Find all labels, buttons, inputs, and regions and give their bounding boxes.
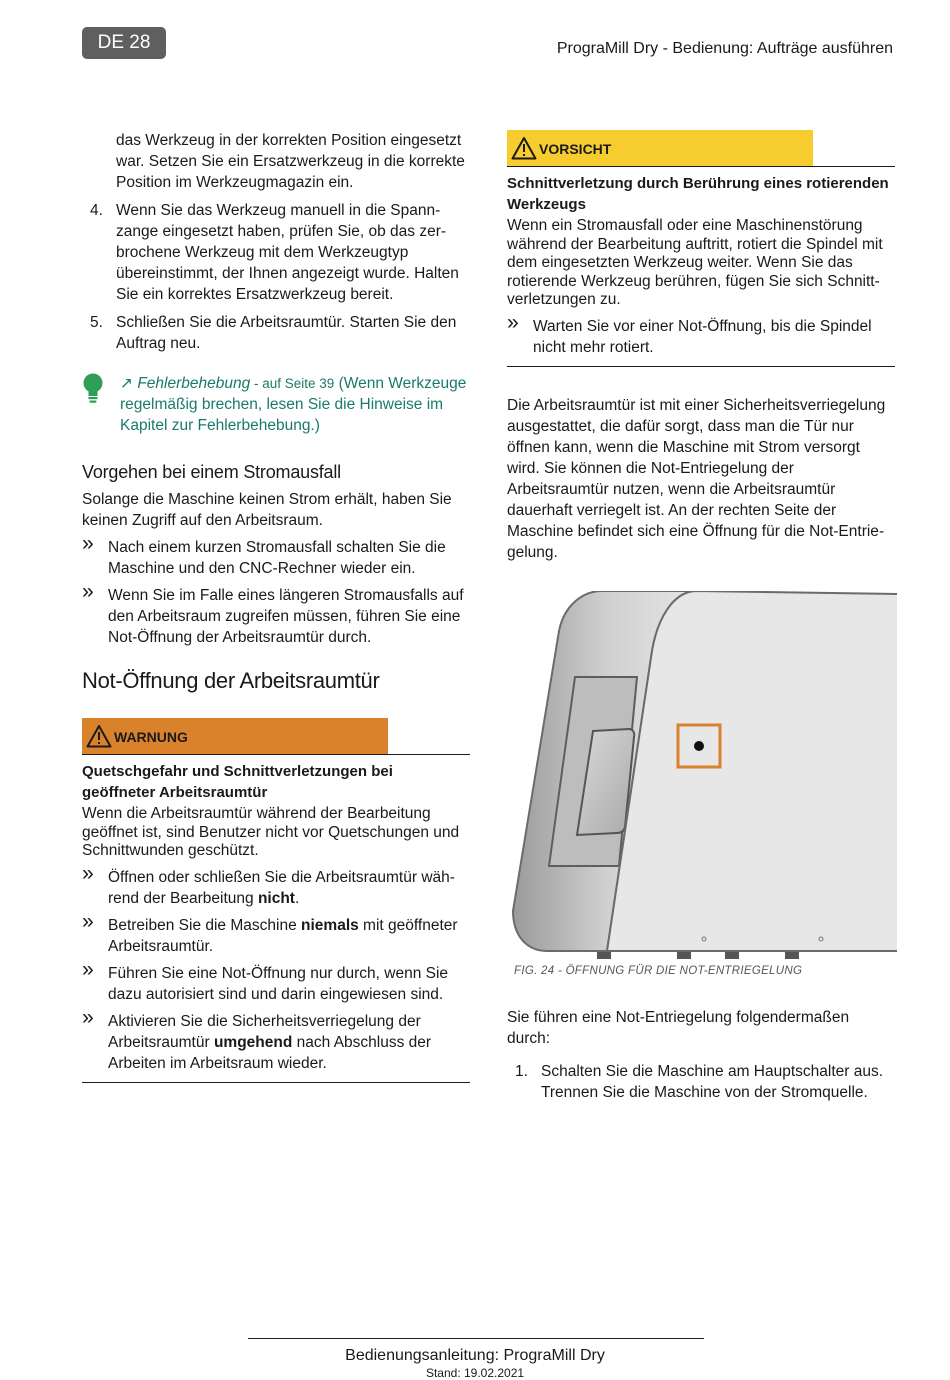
- bullet-emphasis: niemals: [301, 916, 359, 934]
- footer-date: Stand: 19.02.2021: [425, 1366, 525, 1380]
- caution-bottom-rule: [507, 366, 895, 367]
- warning-label-bar: [82, 718, 388, 754]
- step-continuation: das Werkzeug in der korrekten Position eingesetzt war. Setzen Sie ein Ersatzwerkzeug in die korrekte Position im Werkzeugmagazin ein.: [116, 132, 465, 191]
- bullet-text: Aktivieren Sie die Sicherheitsverriegelung der Arbeitsraumtür: [108, 1012, 421, 1051]
- list-item: [82, 580, 470, 648]
- bullet-chevron-icon: »: [507, 310, 519, 334]
- bullet-text: Warten Sie vor einer Not-Öffnung, bis die Spindel nicht mehr rotiert.: [533, 317, 872, 356]
- step-text: Schalten Sie die Maschine am Hauptschalter aus. Trennen Sie die Maschine von der Stromquelle.: [541, 1062, 884, 1101]
- tip-note: [82, 373, 470, 436]
- list-item: [82, 909, 470, 957]
- bullet-chevron-icon: »: [82, 532, 94, 555]
- caution-text: Wenn ein Stromausfall oder eine Maschinenstörung während der Bearbeitung auftritt, rotiert die Spindel mit dem eingesetzten Werkzeug weiter. Wenn Sie das rotierende Werkzeug berühren, fügen Sie sich Schnittverletzungen zu.: [507, 217, 883, 308]
- section-heading: Not-Öffnung der Arbeitsraumtür: [82, 668, 380, 693]
- bullet-text-end: nach Abschluss der Arbeiten im Arbeitsraum wieder.: [108, 1033, 432, 1072]
- tip-link[interactable]: Fehlerbehebung: [137, 375, 251, 392]
- list-item: [82, 532, 470, 579]
- footer-title: Bedienungsanleitung: PrograMill Dry: [345, 1347, 605, 1364]
- warning-text: Wenn die Arbeitsraumtür während der Bearbeitung geöffnet ist, sind Benutzer nicht vor Quetschungen und Schnittwunden geschützt.: [82, 805, 460, 859]
- bullet-emphasis: nicht: [257, 889, 295, 907]
- tip-text: (Wenn Werkzeuge regelmäßig brechen, lesen Sie die Hinweise im Kapitel zur Fehlerbehebung.): [120, 375, 467, 434]
- bullet-text: Öffnen oder schließen Sie die Arbeitsraumtür während der Bearbeitung: [108, 868, 455, 907]
- step-text: Wenn Sie das Werkzeug manuell in die Spannzange eingesetzt haben, prüfen Sie, ob das zerbrochene Werkzeug mit dem Werkzeugtyp übereinstimmt, der Ihnen angezeigt wurde. Halten Sie ein korrektes Ersatzwerkzeug bereit.: [116, 202, 459, 303]
- bullet-text-end: .: [294, 889, 300, 907]
- lightbulb-icon: [82, 373, 104, 405]
- header-title: PrograMill Dry - Bedienung: Aufträge ausführen: [556, 40, 893, 57]
- power-heading: Vorgehen bei einem Stromausfall: [82, 462, 341, 482]
- bullet-text: Wenn Sie im Falle eines längeren Stromausfalls auf den Arbeitsraum zugreifen müssen, führen Sie eine Not-Öffnung der Arbeitsraumtür durch.: [108, 587, 464, 646]
- list-item: [507, 310, 895, 358]
- step-item: [82, 200, 470, 305]
- bullet-text: Betreiben Sie die Maschine: [108, 916, 302, 934]
- caution-label: VORSICHT: [539, 141, 612, 157]
- figure-caption: FIG. 24 - ÖFFNUNG FÜR DIE NOT-ENTRIEGELUNG: [514, 964, 803, 977]
- warning-triangle-icon: [86, 724, 112, 748]
- footer-rule: [248, 1338, 704, 1339]
- step-number: 4.: [90, 202, 103, 219]
- list-item: [82, 1005, 470, 1074]
- lock-paragraph: Die Arbeitsraumtür ist mit einer Sicherheitsverriegelung ausgestattet, die dafür sorgt, dass man die Tür nur öffnen kann, wenn die Maschine mit Strom versorgt wird. Sie können die Not-Entriegelung der Arbeitsraumtür nutzen, wenn die Arbeitsraumtür dauerhaft verriegelt ist. An der rechten Seite der Maschine befindet sich eine Öffnung für die Not-Entriegelung.: [507, 396, 886, 561]
- bullet-chevron-icon: »: [82, 1005, 94, 1029]
- warning-bottom-rule: [82, 1082, 470, 1083]
- bullet-text-end: mit geöffneter Arbeitsraumtür.: [108, 916, 458, 955]
- step-number: 5.: [90, 314, 103, 331]
- unlock-hole: [694, 741, 704, 751]
- right-column: [507, 130, 895, 1110]
- power-intro: Solange die Maschine keinen Strom erhält, haben Sie keinen Zugriff auf den Arbeitsraum.: [82, 491, 452, 529]
- bullet-chevron-icon: »: [82, 909, 94, 933]
- machine-figure: [507, 591, 897, 961]
- warning-label: WARNUNG: [114, 729, 188, 745]
- list-item: [82, 861, 470, 909]
- caution-label-bar: [507, 130, 813, 166]
- bullet-chevron-icon: »: [82, 580, 94, 603]
- tip-page-ref: - auf Seite 39: [250, 376, 335, 391]
- warning-triangle-icon: [511, 136, 537, 160]
- procedure-intro: Sie führen eine Not-Entriegelung folgendermaßen durch:: [507, 1008, 850, 1047]
- bullet-chevron-icon: »: [82, 861, 94, 885]
- bullet-text: Nach einem kurzen Stromausfall schalten Sie die Maschine und den CNC-Rechner wieder ein.: [108, 539, 446, 577]
- step-number: 1.: [515, 1062, 528, 1080]
- bullet-text: Führen Sie eine Not-Öffnung nur durch, wenn Sie dazu autorisiert sind und darin eingewiesen sind.: [108, 964, 449, 1003]
- step-item: [82, 312, 470, 354]
- caution-top-rule: [507, 166, 895, 167]
- left-column: [82, 130, 470, 1083]
- bullet-emphasis: umgehend: [213, 1033, 293, 1051]
- external-link-icon: ↗︎: [120, 375, 133, 392]
- page-number-badge: DE 28: [82, 27, 166, 59]
- warning-heading: Quetschgefahr und Schnittverletzungen bei geöffneter Arbeitsraumtür: [82, 763, 393, 801]
- bullet-chevron-icon: »: [82, 957, 94, 981]
- step-item: [507, 1061, 895, 1103]
- step-text: Schließen Sie die Arbeitsraumtür. Starten Sie den Auftrag neu.: [116, 314, 457, 352]
- caution-heading: Schnittverletzung durch Berührung eines rotierenden Werkzeugs: [507, 175, 889, 213]
- machine-illustration: [507, 591, 897, 961]
- list-item: [82, 957, 470, 1005]
- warning-top-rule: [82, 754, 470, 755]
